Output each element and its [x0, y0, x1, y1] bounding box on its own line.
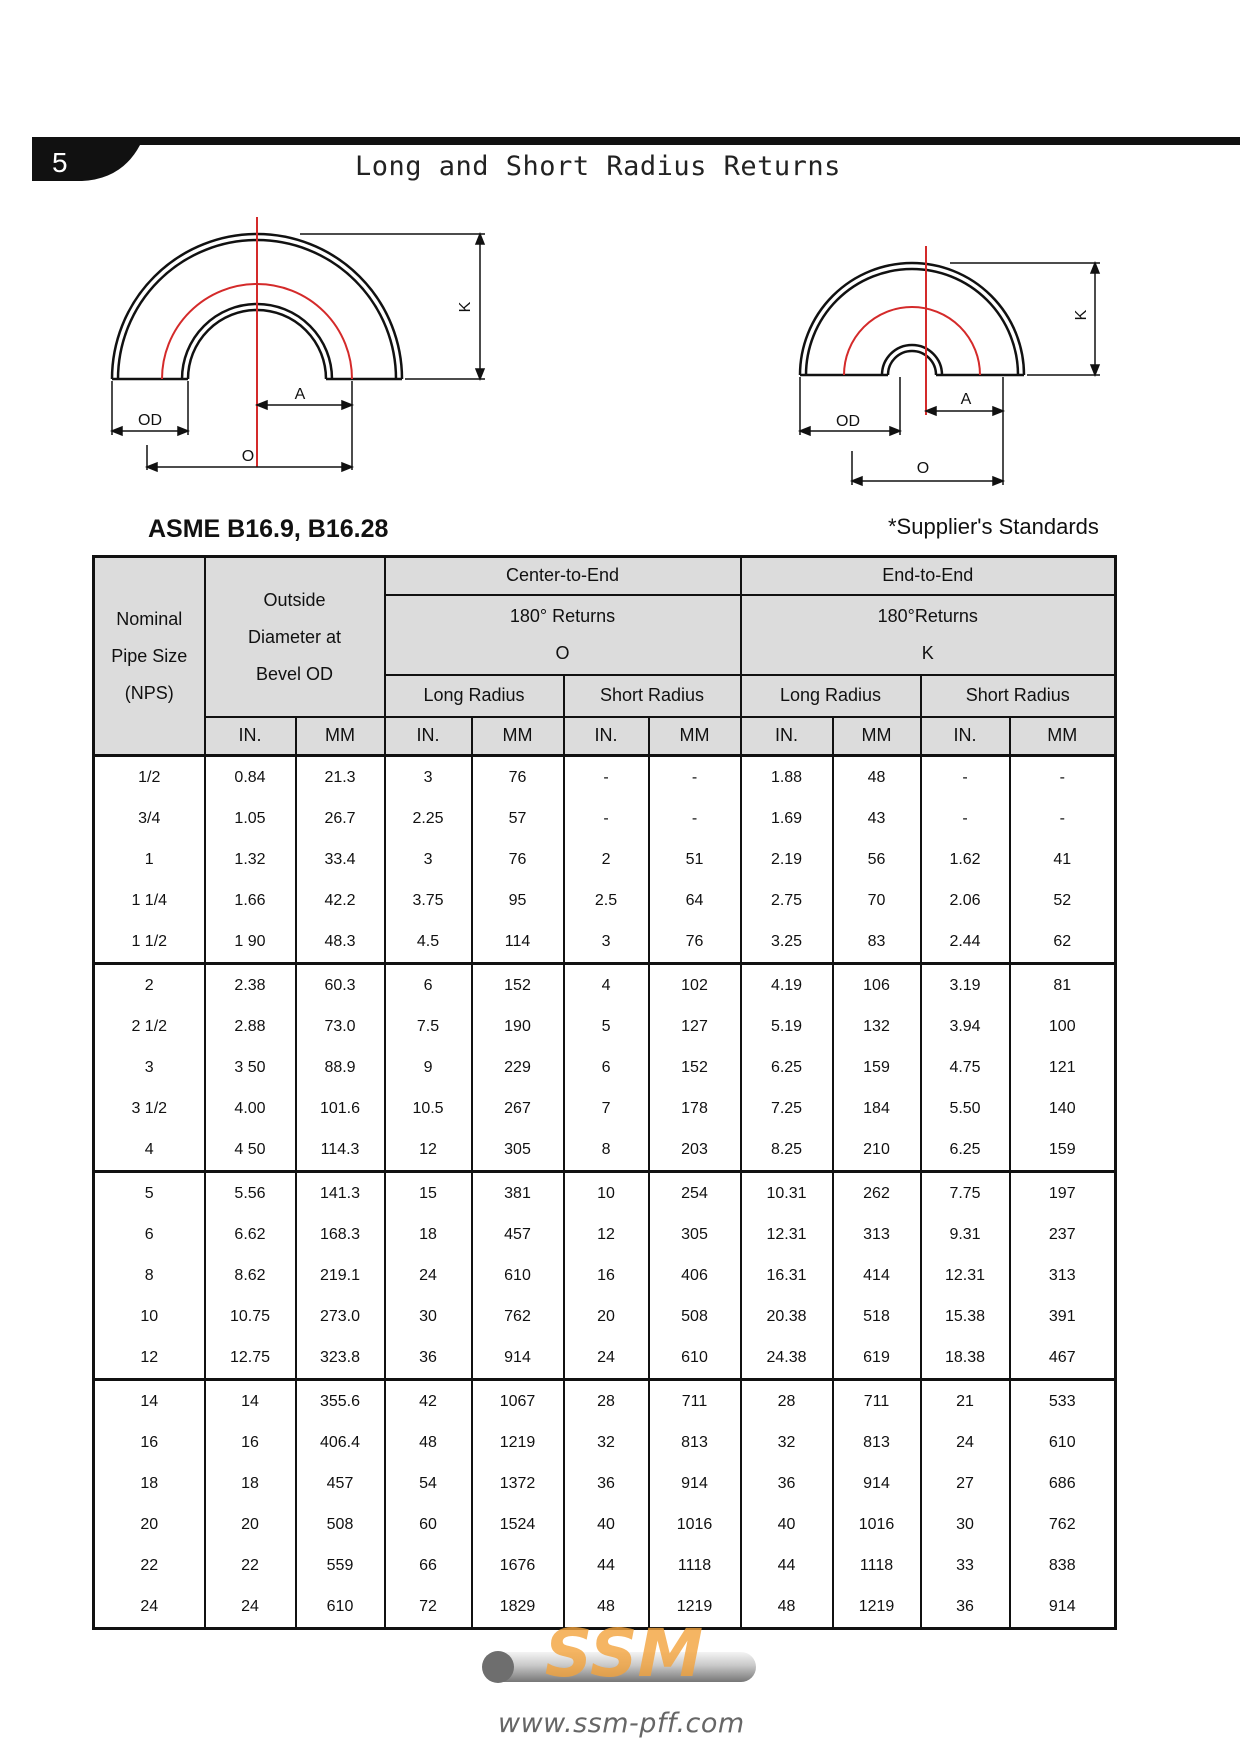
table-cell: 140 [1010, 1088, 1116, 1129]
table-cell: 76 [649, 921, 741, 964]
nps-cell: 16 [94, 1422, 205, 1463]
table-cell: 1067 [472, 1380, 564, 1423]
table-cell: 12 [385, 1129, 472, 1172]
table-cell: 4.19 [741, 964, 833, 1007]
table-cell: 2.5 [564, 880, 649, 921]
unit-header: MM [649, 717, 741, 756]
header-rule [32, 137, 1240, 145]
table-cell: 70 [833, 880, 921, 921]
table-cell: 414 [833, 1255, 921, 1296]
table-cell: 28 [741, 1380, 833, 1423]
table-cell: 7 [564, 1088, 649, 1129]
table-cell: 3.19 [921, 964, 1010, 1007]
table-cell: 76 [472, 756, 564, 799]
table-cell: 24 [385, 1255, 472, 1296]
table-cell: 2 [564, 839, 649, 880]
k-label: K [457, 301, 474, 313]
table-cell: 711 [833, 1380, 921, 1423]
table-cell: 32 [741, 1422, 833, 1463]
table-cell: 42 [385, 1380, 472, 1423]
table-cell: 9.31 [921, 1214, 1010, 1255]
table-cell: 508 [649, 1296, 741, 1337]
table-row [94, 964, 1116, 1007]
table-cell: 141.3 [296, 1172, 385, 1215]
table-cell: - [1010, 756, 1116, 799]
table-cell: 1219 [472, 1422, 564, 1463]
supplier-note: *Supplier's Standards [888, 514, 1099, 539]
table-cell: 32 [564, 1422, 649, 1463]
nps-cell: 1 [94, 839, 205, 880]
table-cell: 838 [1010, 1545, 1116, 1586]
table-cell: 457 [296, 1463, 385, 1504]
od-label: OD [138, 412, 162, 429]
table-cell: 132 [833, 1006, 921, 1047]
table-cell: 21.3 [296, 756, 385, 799]
table-cell: 30 [385, 1296, 472, 1337]
page-title: Long and Short Radius Returns [355, 151, 841, 182]
table-cell: 12.31 [921, 1255, 1010, 1296]
table-cell: 152 [472, 964, 564, 1007]
table-cell: 52 [1010, 880, 1116, 921]
table-row [94, 1504, 1116, 1545]
unit-header: MM [1010, 717, 1116, 756]
table-row [94, 1088, 1116, 1129]
table-cell: 914 [472, 1337, 564, 1380]
table-cell: 467 [1010, 1337, 1116, 1380]
table-cell: 10.31 [741, 1172, 833, 1215]
table-cell: 4 [564, 964, 649, 1007]
nps-cell: 12 [94, 1337, 205, 1380]
table-cell: 159 [833, 1047, 921, 1088]
nps-cell: 3 1/2 [94, 1088, 205, 1129]
short-radius-diagram [790, 235, 1120, 495]
website-url: www.ssm-pff.com [498, 1708, 745, 1739]
table-row [94, 1006, 1116, 1047]
table-cell: 24 [921, 1422, 1010, 1463]
table-cell: 355.6 [296, 1380, 385, 1423]
table-cell: 3.94 [921, 1006, 1010, 1047]
table-cell: 0.84 [205, 756, 296, 799]
table-cell: 190 [472, 1006, 564, 1047]
table-row [94, 798, 1116, 839]
unit-header: MM [472, 717, 564, 756]
k-label: K [1073, 309, 1090, 321]
table-cell: 40 [564, 1504, 649, 1545]
table-cell: 3 [564, 921, 649, 964]
unit-header: IN. [564, 717, 649, 756]
table-row [94, 921, 1116, 964]
unit-header: IN. [205, 717, 296, 756]
table-cell: 1676 [472, 1545, 564, 1586]
table-cell: 1.69 [741, 798, 833, 839]
end-returns-header: 180°Returns K [741, 595, 1116, 675]
table-cell: 24 [205, 1586, 296, 1629]
table-cell: 12.75 [205, 1337, 296, 1380]
table-cell: 24.38 [741, 1337, 833, 1380]
table-cell: 20 [205, 1504, 296, 1545]
table-cell: 3 50 [205, 1047, 296, 1088]
table-cell: 16 [564, 1255, 649, 1296]
table-cell: 305 [472, 1129, 564, 1172]
table-row [94, 1255, 1116, 1296]
table-cell: 1219 [833, 1586, 921, 1629]
table-cell: 81 [1010, 964, 1116, 1007]
standard-label: ASME B16.9, B16.28 [148, 515, 389, 543]
table-row [94, 1463, 1116, 1504]
table-cell: 48.3 [296, 921, 385, 964]
table-row [94, 1172, 1116, 1215]
table-cell: 114 [472, 921, 564, 964]
table-cell: 48 [741, 1586, 833, 1629]
table-cell: 1.88 [741, 756, 833, 799]
table-cell: 711 [649, 1380, 741, 1423]
table-cell: 16 [205, 1422, 296, 1463]
table-cell: 6.25 [921, 1129, 1010, 1172]
table-cell: 44 [564, 1545, 649, 1586]
nps-cell: 18 [94, 1463, 205, 1504]
table-cell: 2.06 [921, 880, 1010, 921]
unit-header: IN. [921, 717, 1010, 756]
table-cell: 60.3 [296, 964, 385, 1007]
table-cell: 2.44 [921, 921, 1010, 964]
table-cell: 12 [564, 1214, 649, 1255]
table-cell: 18 [205, 1463, 296, 1504]
table-cell: 95 [472, 880, 564, 921]
table-cell: 619 [833, 1337, 921, 1380]
center-returns-header: 180° Returns O [385, 595, 741, 675]
table-cell: 237 [1010, 1214, 1116, 1255]
table-cell: 6 [385, 964, 472, 1007]
table-row [94, 839, 1116, 880]
table-cell: 42.2 [296, 880, 385, 921]
table-cell: 508 [296, 1504, 385, 1545]
table-cell: 813 [833, 1422, 921, 1463]
table-cell: 4 50 [205, 1129, 296, 1172]
table-cell: 44 [741, 1545, 833, 1586]
table-cell: - [1010, 798, 1116, 839]
table-cell: 1.32 [205, 839, 296, 880]
table-cell: 30 [921, 1504, 1010, 1545]
table-cell: 88.9 [296, 1047, 385, 1088]
nps-cell: 1 1/4 [94, 880, 205, 921]
table-cell: 100 [1010, 1006, 1116, 1047]
table-cell: 6.62 [205, 1214, 296, 1255]
table-cell: 33 [921, 1545, 1010, 1586]
table-cell: 391 [1010, 1296, 1116, 1337]
dimensions-table [92, 555, 1117, 1630]
table-cell: 2.75 [741, 880, 833, 921]
table-cell: - [564, 756, 649, 799]
table-cell: 313 [1010, 1255, 1116, 1296]
table-cell: - [564, 798, 649, 839]
table-cell: 4.00 [205, 1088, 296, 1129]
table-cell: 9 [385, 1047, 472, 1088]
table-cell: 267 [472, 1088, 564, 1129]
table-cell: 18 [385, 1214, 472, 1255]
table-cell: 1.05 [205, 798, 296, 839]
a-label: A [960, 391, 972, 408]
unit-header: MM [296, 717, 385, 756]
table-cell: 106 [833, 964, 921, 1007]
table-cell: 1016 [649, 1504, 741, 1545]
table-cell: 2.19 [741, 839, 833, 880]
table-cell: 3.75 [385, 880, 472, 921]
table-cell: 18.38 [921, 1337, 1010, 1380]
table-row [94, 880, 1116, 921]
o-label: O [916, 460, 930, 477]
long-radius-diagram [100, 205, 500, 485]
table-cell: 66 [385, 1545, 472, 1586]
table-cell: 40 [741, 1504, 833, 1545]
table-cell: 22 [205, 1545, 296, 1586]
table-row [94, 1380, 1116, 1423]
table-cell: 5.50 [921, 1088, 1010, 1129]
table-cell: 15 [385, 1172, 472, 1215]
nps-cell: 6 [94, 1214, 205, 1255]
table-cell: 184 [833, 1088, 921, 1129]
short-radius-header: Short Radius [921, 675, 1116, 717]
table-cell: 762 [1010, 1504, 1116, 1545]
table-cell: 28 [564, 1380, 649, 1423]
nps-cell: 24 [94, 1586, 205, 1629]
table-cell: 7.75 [921, 1172, 1010, 1215]
table-cell: 15.38 [921, 1296, 1010, 1337]
table-cell: 48 [385, 1422, 472, 1463]
table-cell: 121 [1010, 1047, 1116, 1088]
table-cell: 2.38 [205, 964, 296, 1007]
table-cell: - [921, 756, 1010, 799]
table-cell: 178 [649, 1088, 741, 1129]
table-cell: - [649, 756, 741, 799]
a-label: A [294, 386, 306, 403]
table-row [94, 1129, 1116, 1172]
unit-header: IN. [385, 717, 472, 756]
table-cell: 36 [564, 1463, 649, 1504]
table-cell: 20 [564, 1296, 649, 1337]
table-cell: 1219 [649, 1586, 741, 1629]
table-cell: 5 [564, 1006, 649, 1047]
table-cell: 21 [921, 1380, 1010, 1423]
table-cell: - [921, 798, 1010, 839]
table-cell: 72 [385, 1586, 472, 1629]
table-cell: 64 [649, 880, 741, 921]
table-cell: 60 [385, 1504, 472, 1545]
table-cell: 219.1 [296, 1255, 385, 1296]
table-cell: 168.3 [296, 1214, 385, 1255]
table-cell: 1 90 [205, 921, 296, 964]
table-cell: 83 [833, 921, 921, 964]
table-cell: 533 [1010, 1380, 1116, 1423]
table-cell: 56 [833, 839, 921, 880]
page-number: 5 [52, 147, 68, 178]
table-cell: 686 [1010, 1463, 1116, 1504]
table-cell: 254 [649, 1172, 741, 1215]
table-cell: 518 [833, 1296, 921, 1337]
table-cell: 7.25 [741, 1088, 833, 1129]
long-radius-header: Long Radius [741, 675, 921, 717]
table-cell: 159 [1010, 1129, 1116, 1172]
table-row [94, 1422, 1116, 1463]
nps-cell: 3 [94, 1047, 205, 1088]
table-cell: 406.4 [296, 1422, 385, 1463]
long-radius-header: Long Radius [385, 675, 564, 717]
table-cell: 3 [385, 756, 472, 799]
table-cell: 210 [833, 1129, 921, 1172]
page-tab [32, 145, 140, 181]
table-cell: 229 [472, 1047, 564, 1088]
table-cell: 27 [921, 1463, 1010, 1504]
table-cell: 114.3 [296, 1129, 385, 1172]
table-cell: 313 [833, 1214, 921, 1255]
table-cell: 262 [833, 1172, 921, 1215]
table-row [94, 756, 1116, 799]
table-row [94, 1545, 1116, 1586]
table-cell: 12.31 [741, 1214, 833, 1255]
table-cell: 6 [564, 1047, 649, 1088]
nps-cell: 2 [94, 964, 205, 1007]
table-cell: 26.7 [296, 798, 385, 839]
table-cell: 10.75 [205, 1296, 296, 1337]
table-cell: 914 [833, 1463, 921, 1504]
table-cell: 3 [385, 839, 472, 880]
nps-cell: 20 [94, 1504, 205, 1545]
nps-cell: 22 [94, 1545, 205, 1586]
nps-cell: 14 [94, 1380, 205, 1423]
table-cell: 4.5 [385, 921, 472, 964]
nps-cell: 4 [94, 1129, 205, 1172]
table-cell: 914 [1010, 1586, 1116, 1629]
table-cell: 102 [649, 964, 741, 1007]
table-cell: 6.25 [741, 1047, 833, 1088]
table-cell: 813 [649, 1422, 741, 1463]
table-cell: 5.19 [741, 1006, 833, 1047]
table-cell: 197 [1010, 1172, 1116, 1215]
table-cell: 36 [385, 1337, 472, 1380]
table-cell: 610 [649, 1337, 741, 1380]
od-header: Outside Diameter at Bevel OD [205, 557, 385, 718]
table-cell: 152 [649, 1047, 741, 1088]
table-cell: 76 [472, 839, 564, 880]
table-cell: 1829 [472, 1586, 564, 1629]
table-cell: 10.5 [385, 1088, 472, 1129]
nps-cell: 2 1/2 [94, 1006, 205, 1047]
table-cell: 7.5 [385, 1006, 472, 1047]
table-cell: 8 [564, 1129, 649, 1172]
table-cell: 33.4 [296, 839, 385, 880]
table-cell: 1372 [472, 1463, 564, 1504]
table-row [94, 1047, 1116, 1088]
table-cell: 73.0 [296, 1006, 385, 1047]
table-cell: 610 [472, 1255, 564, 1296]
table-cell: 8.25 [741, 1129, 833, 1172]
unit-header: MM [833, 717, 921, 756]
nps-cell: 1 1/2 [94, 921, 205, 964]
table-cell: 1.62 [921, 839, 1010, 880]
table-row [94, 1337, 1116, 1380]
nps-cell: 8 [94, 1255, 205, 1296]
table-cell: 1.66 [205, 880, 296, 921]
table-cell: 2.88 [205, 1006, 296, 1047]
table-cell: 57 [472, 798, 564, 839]
table-cell: 36 [741, 1463, 833, 1504]
table-cell: 305 [649, 1214, 741, 1255]
table-cell: 36 [921, 1586, 1010, 1629]
od-label: OD [836, 413, 860, 430]
table-cell: 14 [205, 1380, 296, 1423]
table-cell: 2.25 [385, 798, 472, 839]
center-to-end-header: Center-to-End [385, 557, 741, 596]
table-row [94, 1214, 1116, 1255]
unit-header: IN. [741, 717, 833, 756]
nps-cell: 5 [94, 1172, 205, 1215]
table-cell: 5.56 [205, 1172, 296, 1215]
table-cell: 62 [1010, 921, 1116, 964]
table-cell: 43 [833, 798, 921, 839]
table-cell: 51 [649, 839, 741, 880]
o-label: O [241, 448, 255, 465]
table-cell: 323.8 [296, 1337, 385, 1380]
table-cell: 203 [649, 1129, 741, 1172]
svg-text:SSM: SSM [544, 1618, 704, 1692]
table-cell: 101.6 [296, 1088, 385, 1129]
nps-cell: 3/4 [94, 798, 205, 839]
table-cell: 24 [564, 1337, 649, 1380]
table-cell: 20.38 [741, 1296, 833, 1337]
table-cell: 10 [564, 1172, 649, 1215]
table-cell: 610 [296, 1586, 385, 1629]
ssm-logo [476, 1618, 766, 1698]
table-cell: - [649, 798, 741, 839]
end-to-end-header: End-to-End [741, 557, 1116, 596]
table-cell: 4.75 [921, 1047, 1010, 1088]
short-radius-header: Short Radius [564, 675, 741, 717]
table-cell: 1524 [472, 1504, 564, 1545]
nps-header: Nominal Pipe Size (NPS) [94, 557, 205, 756]
table-cell: 48 [833, 756, 921, 799]
table-cell: 127 [649, 1006, 741, 1047]
table-cell: 16.31 [741, 1255, 833, 1296]
table-cell: 1118 [833, 1545, 921, 1586]
table-cell: 762 [472, 1296, 564, 1337]
table-cell: 914 [649, 1463, 741, 1504]
table-cell: 48 [564, 1586, 649, 1629]
table-cell: 457 [472, 1214, 564, 1255]
nps-cell: 1/2 [94, 756, 205, 799]
table-row [94, 1296, 1116, 1337]
table-cell: 610 [1010, 1422, 1116, 1463]
table-cell: 406 [649, 1255, 741, 1296]
table-cell: 559 [296, 1545, 385, 1586]
table-cell: 1118 [649, 1545, 741, 1586]
table-cell: 8.62 [205, 1255, 296, 1296]
table-cell: 3.25 [741, 921, 833, 964]
nps-cell: 10 [94, 1296, 205, 1337]
table-cell: 381 [472, 1172, 564, 1215]
table-cell: 1016 [833, 1504, 921, 1545]
table-cell: 41 [1010, 839, 1116, 880]
table-cell: 54 [385, 1463, 472, 1504]
table-cell: 273.0 [296, 1296, 385, 1337]
